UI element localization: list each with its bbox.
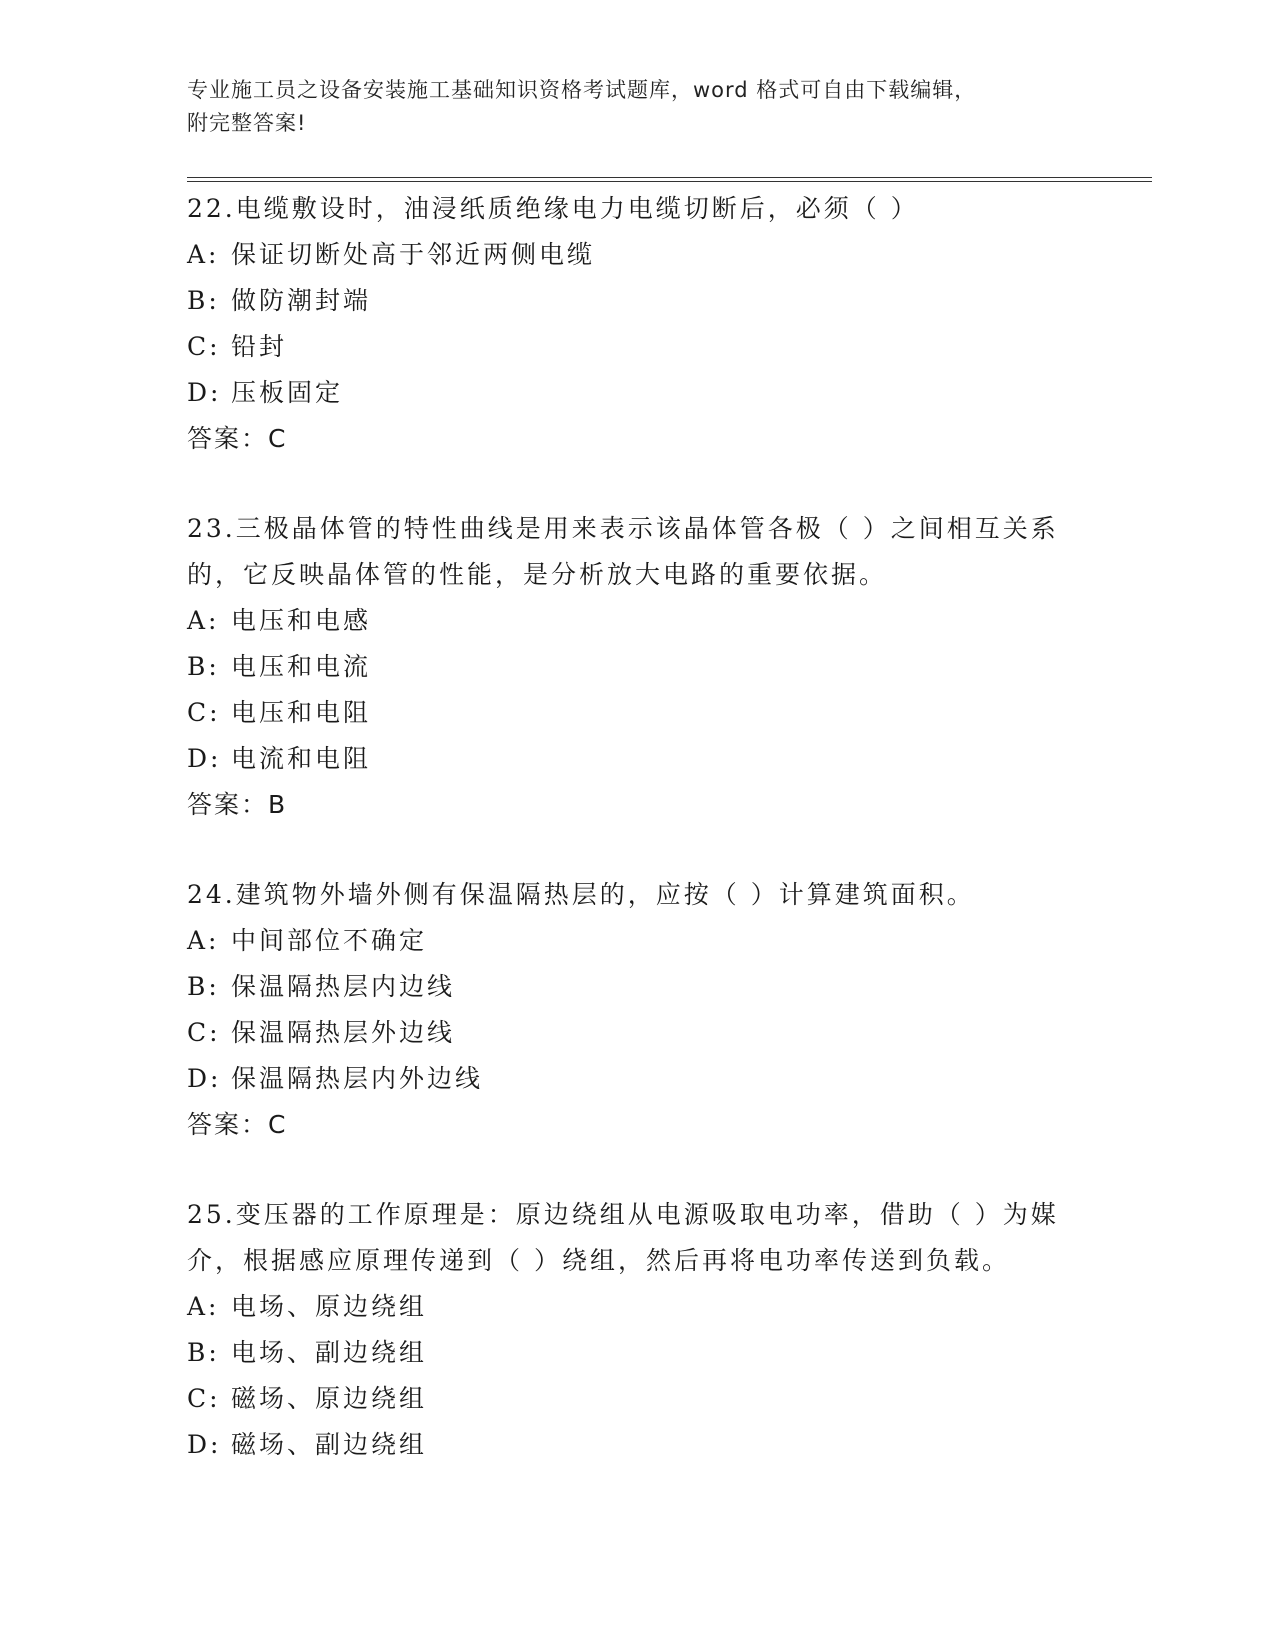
option-c <box>187 1010 1067 1056</box>
header-line-1: 专业施工员之设备安装施工基础知识资格考试题库，word 格式可自由下载编辑， <box>187 78 977 102</box>
option-text: 铅封 <box>231 332 288 361</box>
option-letter: C: <box>187 1018 221 1047</box>
question-stem: 25.变压器的工作原理是：原边绕组从电源吸取电功率，借助（ ）为媒介，根据感应原理传递到（ ）绕组，然后再将电功率传送到负载。 <box>187 1200 1059 1275</box>
option-text: 做防潮封端 <box>231 286 372 315</box>
option-a <box>187 232 1067 278</box>
option-b <box>187 644 1067 690</box>
answer-line: 答案：C <box>187 424 288 453</box>
header-line-2: 附完整答案! <box>187 111 307 135</box>
question-25 <box>187 1192 1067 1468</box>
question-24 <box>187 872 1067 1148</box>
option-letter: D: <box>187 744 222 773</box>
document-header <box>187 74 1087 140</box>
option-d <box>187 1056 1067 1102</box>
header-divider <box>187 177 1152 182</box>
option-letter: B: <box>187 1338 220 1367</box>
option-letter: C: <box>187 332 221 361</box>
option-letter: D: <box>187 1064 222 1093</box>
answer-line: 答案：C <box>187 1110 288 1139</box>
option-b <box>187 278 1067 324</box>
question-22 <box>187 186 1067 462</box>
option-text: 保证切断处高于邻近两侧电缆 <box>231 240 596 269</box>
option-letter: B: <box>187 972 220 1001</box>
option-b <box>187 1330 1067 1376</box>
option-text: 电压和电阻 <box>231 698 372 727</box>
option-letter: D: <box>187 378 222 407</box>
answer-line: 答案：B <box>187 790 288 819</box>
option-text: 磁场、副边绕组 <box>231 1430 428 1459</box>
option-a <box>187 1284 1067 1330</box>
question-stem: 23.三极晶体管的特性曲线是用来表示该晶体管各极（ ）之间相互关系的，它反映晶体管的性能，是分析放大电路的重要依据。 <box>187 514 1059 589</box>
option-letter: B: <box>187 652 220 681</box>
option-letter: A: <box>187 1292 220 1321</box>
option-c <box>187 324 1067 370</box>
option-d <box>187 370 1067 416</box>
option-c <box>187 1376 1067 1422</box>
option-text: 磁场、原边绕组 <box>231 1384 428 1413</box>
option-text: 电场、副边绕组 <box>231 1338 428 1367</box>
option-letter: A: <box>187 240 220 269</box>
option-letter: D: <box>187 1430 222 1459</box>
option-text: 保温隔热层内外边线 <box>231 1064 484 1093</box>
question-23 <box>187 506 1067 828</box>
question-stem: 24.建筑物外墙外侧有保温隔热层的，应按（ ）计算建筑面积。 <box>187 880 975 909</box>
option-text: 中间部位不确定 <box>231 926 428 955</box>
option-text: 电压和电流 <box>231 652 372 681</box>
question-stem: 22.电缆敷设时，油浸纸质绝缘电力电缆切断后，必须（ ） <box>187 194 919 223</box>
option-b <box>187 964 1067 1010</box>
option-a <box>187 598 1067 644</box>
option-letter: A: <box>187 606 220 635</box>
question-list <box>187 186 1067 1512</box>
option-letter: C: <box>187 1384 221 1413</box>
option-text: 电场、原边绕组 <box>231 1292 428 1321</box>
option-a <box>187 918 1067 964</box>
option-text: 保温隔热层内边线 <box>231 972 456 1001</box>
option-text: 压板固定 <box>231 378 344 407</box>
option-text: 电流和电阻 <box>231 744 372 773</box>
option-d <box>187 1422 1067 1468</box>
option-text: 电压和电感 <box>231 606 372 635</box>
option-letter: B: <box>187 286 220 315</box>
option-letter: C: <box>187 698 221 727</box>
option-text: 保温隔热层外边线 <box>231 1018 456 1047</box>
option-letter: A: <box>187 926 220 955</box>
option-d <box>187 736 1067 782</box>
option-c <box>187 690 1067 736</box>
